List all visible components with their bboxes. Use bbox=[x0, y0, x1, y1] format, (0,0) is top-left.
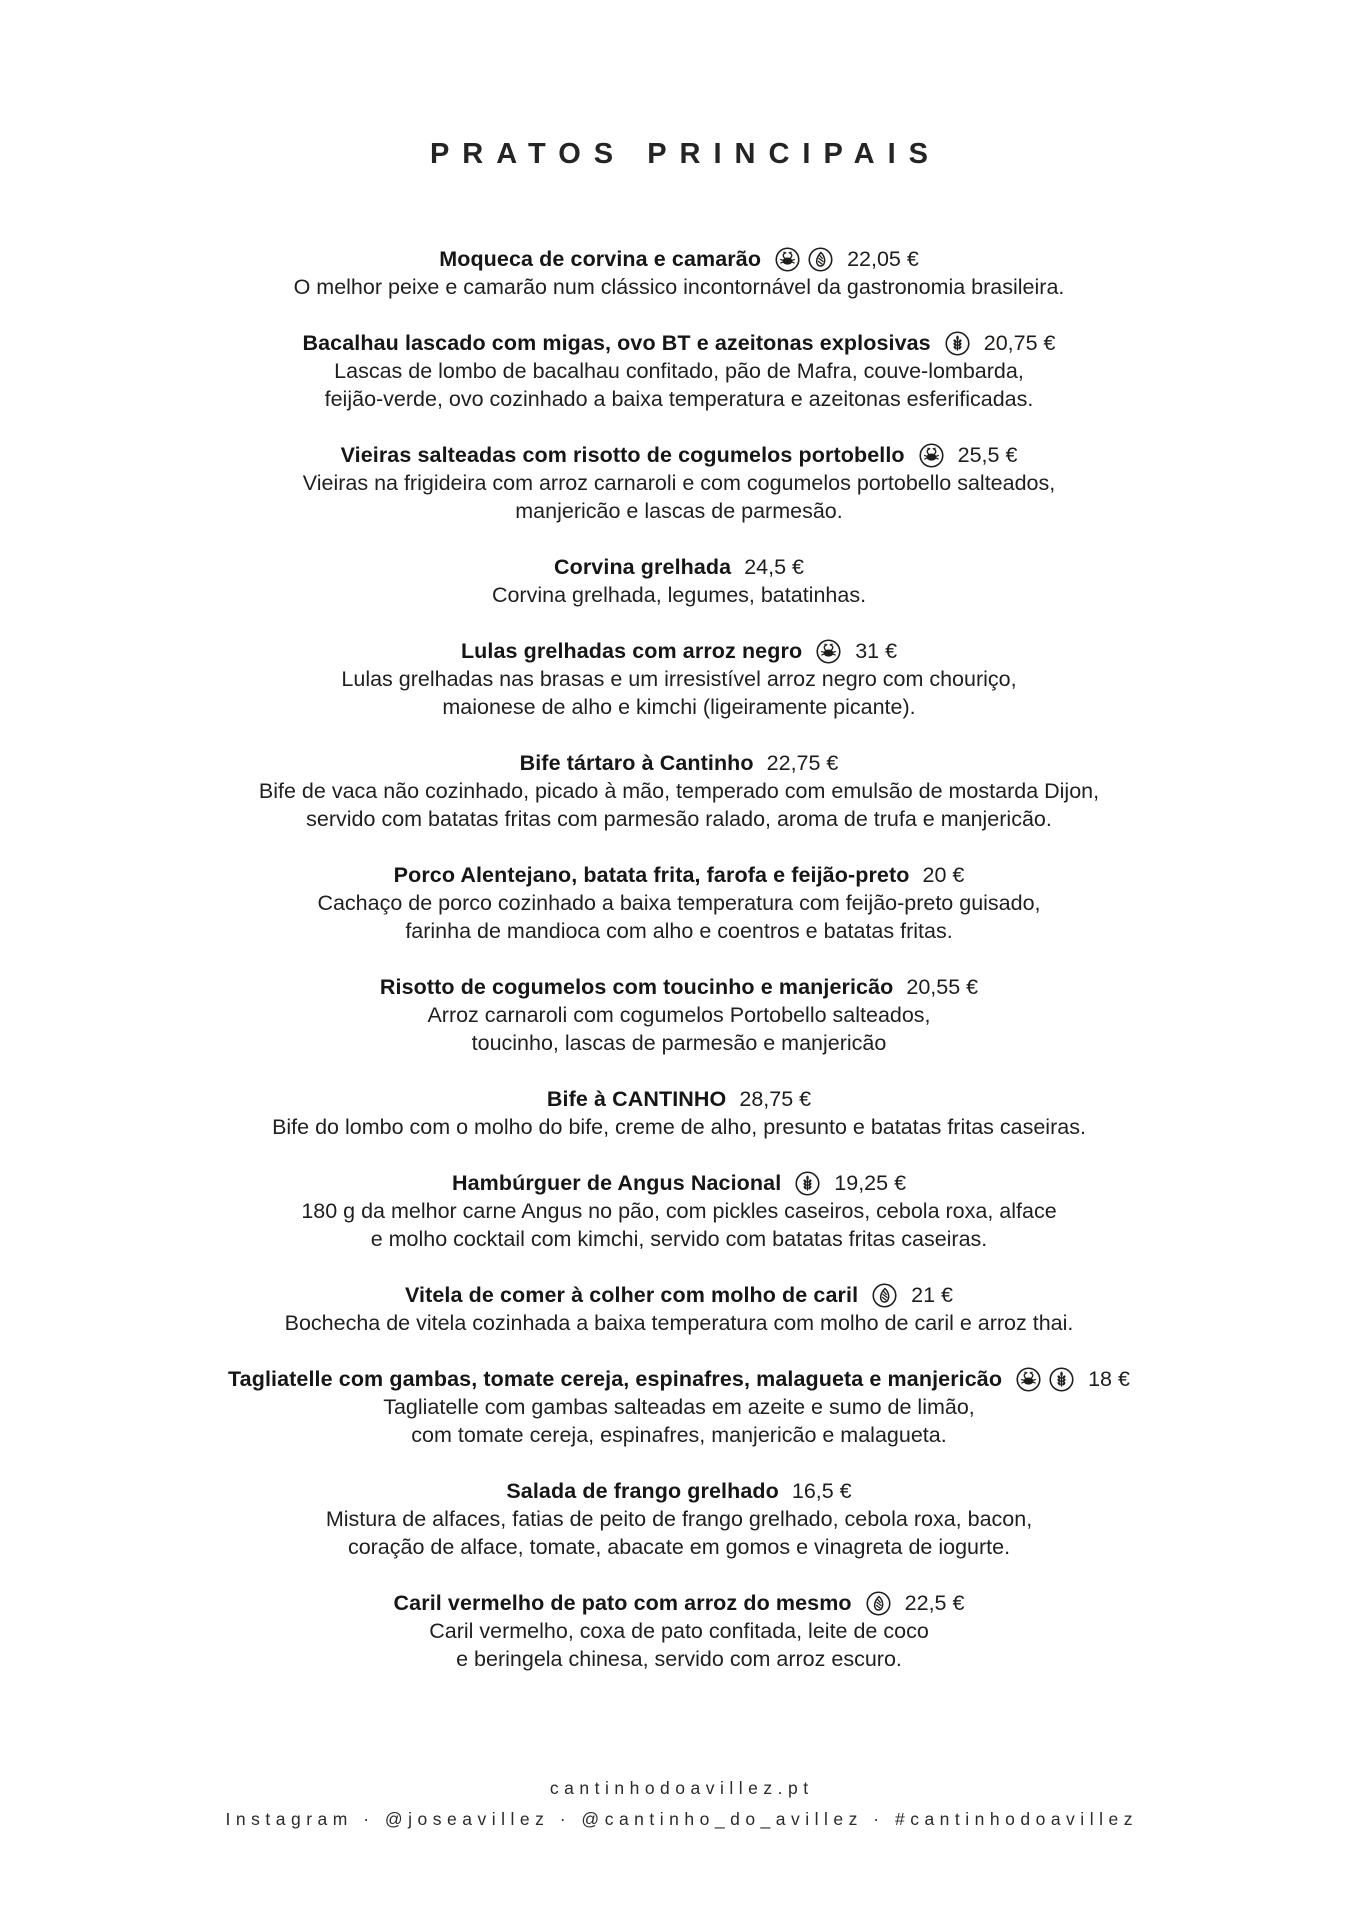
dish-description-line: e molho cocktail com kimchi, servido com batatas fritas caseiras. bbox=[370, 1227, 988, 1251]
dish-name: Bife tártaro à Cantinho bbox=[519, 751, 754, 775]
gluten-icon bbox=[944, 330, 971, 357]
menu-item-header bbox=[89, 1085, 1269, 1113]
dish-description-line: Lulas grelhadas nas brasas e um irresistível arroz negro com chouriço, bbox=[341, 667, 1017, 691]
dish-description bbox=[89, 777, 1269, 833]
dish-price: 28,75 € bbox=[739, 1087, 812, 1111]
dish-name: Bife à CANTINHO bbox=[546, 1087, 727, 1111]
dish-description bbox=[89, 1617, 1269, 1673]
dish-description-line: Caril vermelho, coxa de pato confitada, leite de coco bbox=[429, 1619, 929, 1643]
menu-item bbox=[89, 1589, 1269, 1673]
dish-price: 31 € bbox=[855, 639, 898, 663]
crustacean-icon bbox=[815, 638, 842, 665]
allergen-icons bbox=[871, 1282, 898, 1309]
dish-price: 20 € bbox=[922, 863, 965, 887]
dish-description-line: Cachaço de porco cozinhado a baixa temperatura com feijão-preto guisado, bbox=[317, 891, 1041, 915]
dish-price: 21 € bbox=[911, 1283, 954, 1307]
dish-description-line: Vieiras na frigideira com arroz carnaroli e com cogumelos portobello salteados, bbox=[302, 471, 1056, 495]
dish-description bbox=[89, 665, 1269, 721]
dish-description-line: toucinho, lascas de parmesão e manjericão bbox=[471, 1031, 887, 1055]
dish-name: Salada de frango grelhado bbox=[506, 1479, 779, 1503]
dish-description bbox=[89, 1197, 1269, 1253]
menu-item bbox=[89, 1085, 1269, 1141]
menu-item bbox=[89, 1477, 1269, 1561]
dish-name: Risotto de cogumelos com toucinho e manjericão bbox=[379, 975, 894, 999]
allergen-icons bbox=[918, 442, 945, 469]
dish-description-line: Mistura de alfaces, fatias de peito de frango grelhado, cebola roxa, bacon, bbox=[325, 1507, 1033, 1531]
dish-price: 25,5 € bbox=[957, 443, 1018, 467]
menu-item bbox=[89, 1365, 1269, 1449]
crustacean-icon bbox=[1015, 1366, 1042, 1393]
dish-price: 24,5 € bbox=[744, 555, 804, 579]
dish-description-line: com tomate cereja, espinafres, manjericão e malagueta. bbox=[411, 1423, 947, 1447]
dish-price: 20,75 € bbox=[983, 331, 1056, 355]
dish-description bbox=[89, 581, 1269, 609]
allergen-icons bbox=[944, 330, 971, 357]
dish-description-line: e beringela chinesa, servido com arroz escuro. bbox=[456, 1647, 902, 1671]
menu-item bbox=[89, 553, 1269, 609]
dish-description-line: O melhor peixe e camarão num clássico incontornável da gastronomia brasileira. bbox=[293, 275, 1065, 299]
nuts-icon bbox=[871, 1282, 898, 1309]
menu-item-header bbox=[89, 245, 1269, 273]
menu-item-header bbox=[89, 329, 1269, 357]
menu-item bbox=[89, 637, 1269, 721]
nuts-icon bbox=[807, 246, 834, 273]
menu-item bbox=[89, 1281, 1269, 1337]
menu-items-list bbox=[89, 245, 1269, 1673]
crustacean-icon bbox=[918, 442, 945, 469]
dish-name: Tagliatelle com gambas, tomate cereja, espinafres, malagueta e manjericão bbox=[228, 1367, 1003, 1391]
dish-description-line: maionese de alho e kimchi (ligeiramente picante). bbox=[442, 695, 916, 719]
menu-item-header bbox=[89, 553, 1269, 581]
page-title: PRATOS PRINCIPAIS bbox=[429, 138, 942, 170]
dish-price: 18 € bbox=[1088, 1367, 1130, 1391]
dish-description-line: Bochecha de vitela cozinhada a baixa temperatura com molho de caril e arroz thai. bbox=[284, 1311, 1074, 1335]
gluten-icon bbox=[1048, 1366, 1075, 1393]
nuts-icon bbox=[865, 1590, 892, 1617]
menu-item bbox=[89, 861, 1269, 945]
dish-description-line: Corvina grelhada, legumes, batatinhas. bbox=[491, 583, 867, 607]
dish-price: 22,75 € bbox=[766, 751, 839, 775]
menu-item bbox=[89, 1169, 1269, 1253]
dish-name: Caril vermelho de pato com arroz do mesmo bbox=[393, 1591, 852, 1615]
dish-description-line: manjericão e lascas de parmesão. bbox=[515, 499, 843, 523]
instagram-line: Instagram · @joseavillez · @cantinho_do_avillez · #cantinhodoavillez bbox=[225, 1809, 1138, 1829]
menu-item-header bbox=[89, 637, 1269, 665]
dish-price: 19,25 € bbox=[834, 1171, 907, 1195]
dish-name: Porco Alentejano, batata frita, farofa e feijão-preto bbox=[393, 863, 910, 887]
dish-description bbox=[89, 1001, 1269, 1057]
menu-item-header bbox=[89, 1169, 1269, 1197]
menu-item-header bbox=[89, 1281, 1269, 1309]
dish-description bbox=[89, 1505, 1269, 1561]
menu-item-header bbox=[89, 441, 1269, 469]
dish-description-line: Bife do lombo com o molho do bife, creme de alho, presunto e batatas fritas caseiras. bbox=[272, 1115, 1086, 1139]
dish-description bbox=[89, 1113, 1269, 1141]
dish-description bbox=[89, 889, 1269, 945]
allergen-icons bbox=[774, 246, 834, 273]
dish-description-line: feijão-verde, ovo cozinhado a baixa temperatura e azeitonas esferificadas. bbox=[324, 387, 1034, 411]
gluten-icon bbox=[794, 1170, 821, 1197]
dish-description bbox=[89, 357, 1269, 413]
dish-name: Vitela de comer à colher com molho de caril bbox=[404, 1283, 859, 1307]
footer bbox=[0, 1778, 1358, 1830]
menu-item-header bbox=[89, 1365, 1269, 1393]
dish-description-line: Arroz carnaroli com cogumelos Portobello salteados, bbox=[427, 1003, 931, 1027]
dish-description-line: Lascas de lombo de bacalhau confitado, pão de Mafra, couve-lombarda, bbox=[334, 359, 1024, 383]
menu-item bbox=[89, 973, 1269, 1057]
dish-price: 20,55 € bbox=[906, 975, 979, 999]
dish-description-line: 180 g da melhor carne Angus no pão, com pickles caseiros, cebola roxa, alface bbox=[301, 1199, 1057, 1223]
dish-price: 16,5 € bbox=[791, 1479, 852, 1503]
allergen-icons bbox=[815, 638, 842, 665]
dish-description bbox=[89, 273, 1269, 301]
menu-item-header bbox=[89, 749, 1269, 777]
dish-description bbox=[89, 1309, 1269, 1337]
dish-name: Lulas grelhadas com arroz negro bbox=[460, 639, 803, 663]
dish-name: Hambúrguer de Angus Nacional bbox=[451, 1171, 782, 1195]
dish-description bbox=[89, 469, 1269, 525]
menu-item-header bbox=[89, 1477, 1269, 1505]
menu-item bbox=[89, 749, 1269, 833]
dish-description-line: farinha de mandioca com alho e coentros e batatas fritas. bbox=[405, 919, 953, 943]
dish-description bbox=[89, 1393, 1269, 1449]
dish-name: Vieiras salteadas com risotto de cogumelos portobello bbox=[340, 443, 905, 467]
menu-item bbox=[89, 329, 1269, 413]
dish-description-line: coração de alface, tomate, abacate em gomos e vinagreta de iogurte. bbox=[347, 1535, 1011, 1559]
menu-item-header bbox=[89, 1589, 1269, 1617]
dish-description-line: servido com batatas fritas com parmesão ralado, aroma de trufa e manjericão. bbox=[306, 807, 1052, 831]
dish-price: 22,5 € bbox=[904, 1591, 965, 1615]
dish-description-line: Tagliatelle com gambas salteadas em azeite e sumo de limão, bbox=[383, 1395, 975, 1419]
website-url: cantinhodoavillez.pt bbox=[549, 1778, 814, 1798]
dish-description-line: Bife de vaca não cozinhado, picado à mão, temperado com emulsão de mostarda Dijon, bbox=[258, 779, 1100, 803]
menu-item-header bbox=[89, 973, 1269, 1001]
menu-item-header bbox=[89, 861, 1269, 889]
allergen-icons bbox=[1015, 1366, 1075, 1393]
allergen-icons bbox=[794, 1170, 821, 1197]
crustacean-icon bbox=[774, 246, 801, 273]
dish-name: Corvina grelhada bbox=[553, 555, 732, 579]
menu-item bbox=[89, 441, 1269, 525]
dish-price: 22,05 € bbox=[847, 247, 919, 271]
menu-item bbox=[89, 245, 1269, 301]
allergen-icons bbox=[865, 1590, 892, 1617]
dish-name: Bacalhau lascado com migas, ovo BT e azeitonas explosivas bbox=[302, 331, 931, 355]
dish-name: Moqueca de corvina e camarão bbox=[439, 247, 762, 271]
